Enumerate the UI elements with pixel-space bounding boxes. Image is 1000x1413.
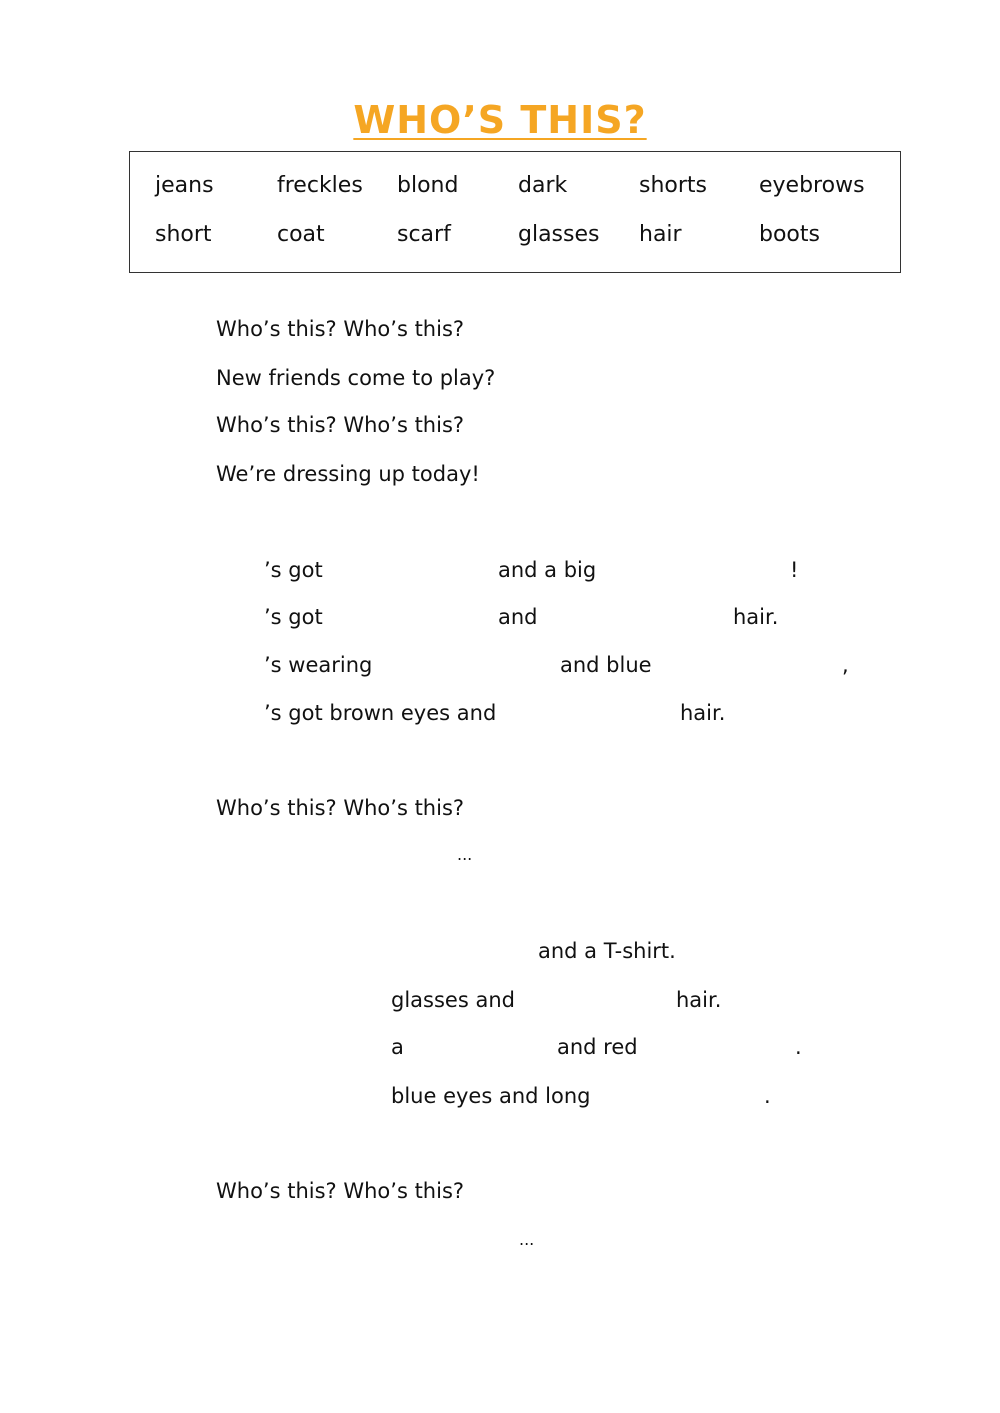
word-bank-item: eyebrows: [759, 173, 865, 198]
verse-fragment: and red: [557, 1035, 638, 1059]
word-bank-item: coat: [277, 222, 325, 247]
verse-fragment: and: [498, 605, 538, 629]
verse-fragment: ’s wearing: [264, 653, 373, 677]
word-bank-item: boots: [759, 222, 820, 247]
verse-fragment: a: [391, 1035, 404, 1059]
word-bank-item: blond: [397, 173, 459, 198]
word-bank-item: short: [155, 222, 212, 247]
word-bank-item: dark: [518, 173, 568, 198]
verse-fragment: ,: [842, 653, 849, 677]
verse-fragment: hair.: [680, 701, 726, 725]
verse-fragment: and blue: [560, 653, 652, 677]
verse-fragment: .: [764, 1084, 771, 1108]
chorus-line: Who’s this? Who’s this?: [216, 413, 465, 437]
verse-fragment: glasses and: [391, 988, 515, 1012]
chorus-line: Who’s this? Who’s this?: [216, 317, 465, 341]
verse-fragment: .: [795, 1035, 802, 1059]
page-title: WHO’S THIS?: [353, 98, 647, 142]
word-bank-item: hair: [639, 222, 682, 247]
word-bank-item: scarf: [397, 222, 451, 247]
chorus-line: New friends come to play?: [216, 366, 496, 390]
verse-fragment: and a big: [498, 558, 597, 582]
chorus-line: Who’s this? Who’s this?: [216, 1179, 465, 1203]
ellipsis: ...: [519, 1230, 535, 1249]
word-bank-box: [129, 151, 901, 273]
verse-fragment: hair.: [676, 988, 722, 1012]
word-bank-item: shorts: [639, 173, 707, 198]
ellipsis: ...: [457, 845, 473, 864]
verse-fragment: ’s got: [264, 558, 323, 582]
verse-fragment: hair.: [733, 605, 779, 629]
verse-fragment: ’s got brown eyes and: [264, 701, 497, 725]
verse-fragment: blue eyes and long: [391, 1084, 591, 1108]
word-bank-item: freckles: [277, 173, 363, 198]
word-bank-item: jeans: [155, 173, 214, 198]
chorus-line: We’re dressing up today!: [216, 462, 480, 486]
chorus-line: Who’s this? Who’s this?: [216, 796, 465, 820]
verse-fragment: and a T-shirt.: [538, 939, 676, 963]
word-bank-item: glasses: [518, 222, 600, 247]
verse-fragment: ’s got: [264, 605, 323, 629]
verse-fragment: !: [790, 558, 799, 582]
